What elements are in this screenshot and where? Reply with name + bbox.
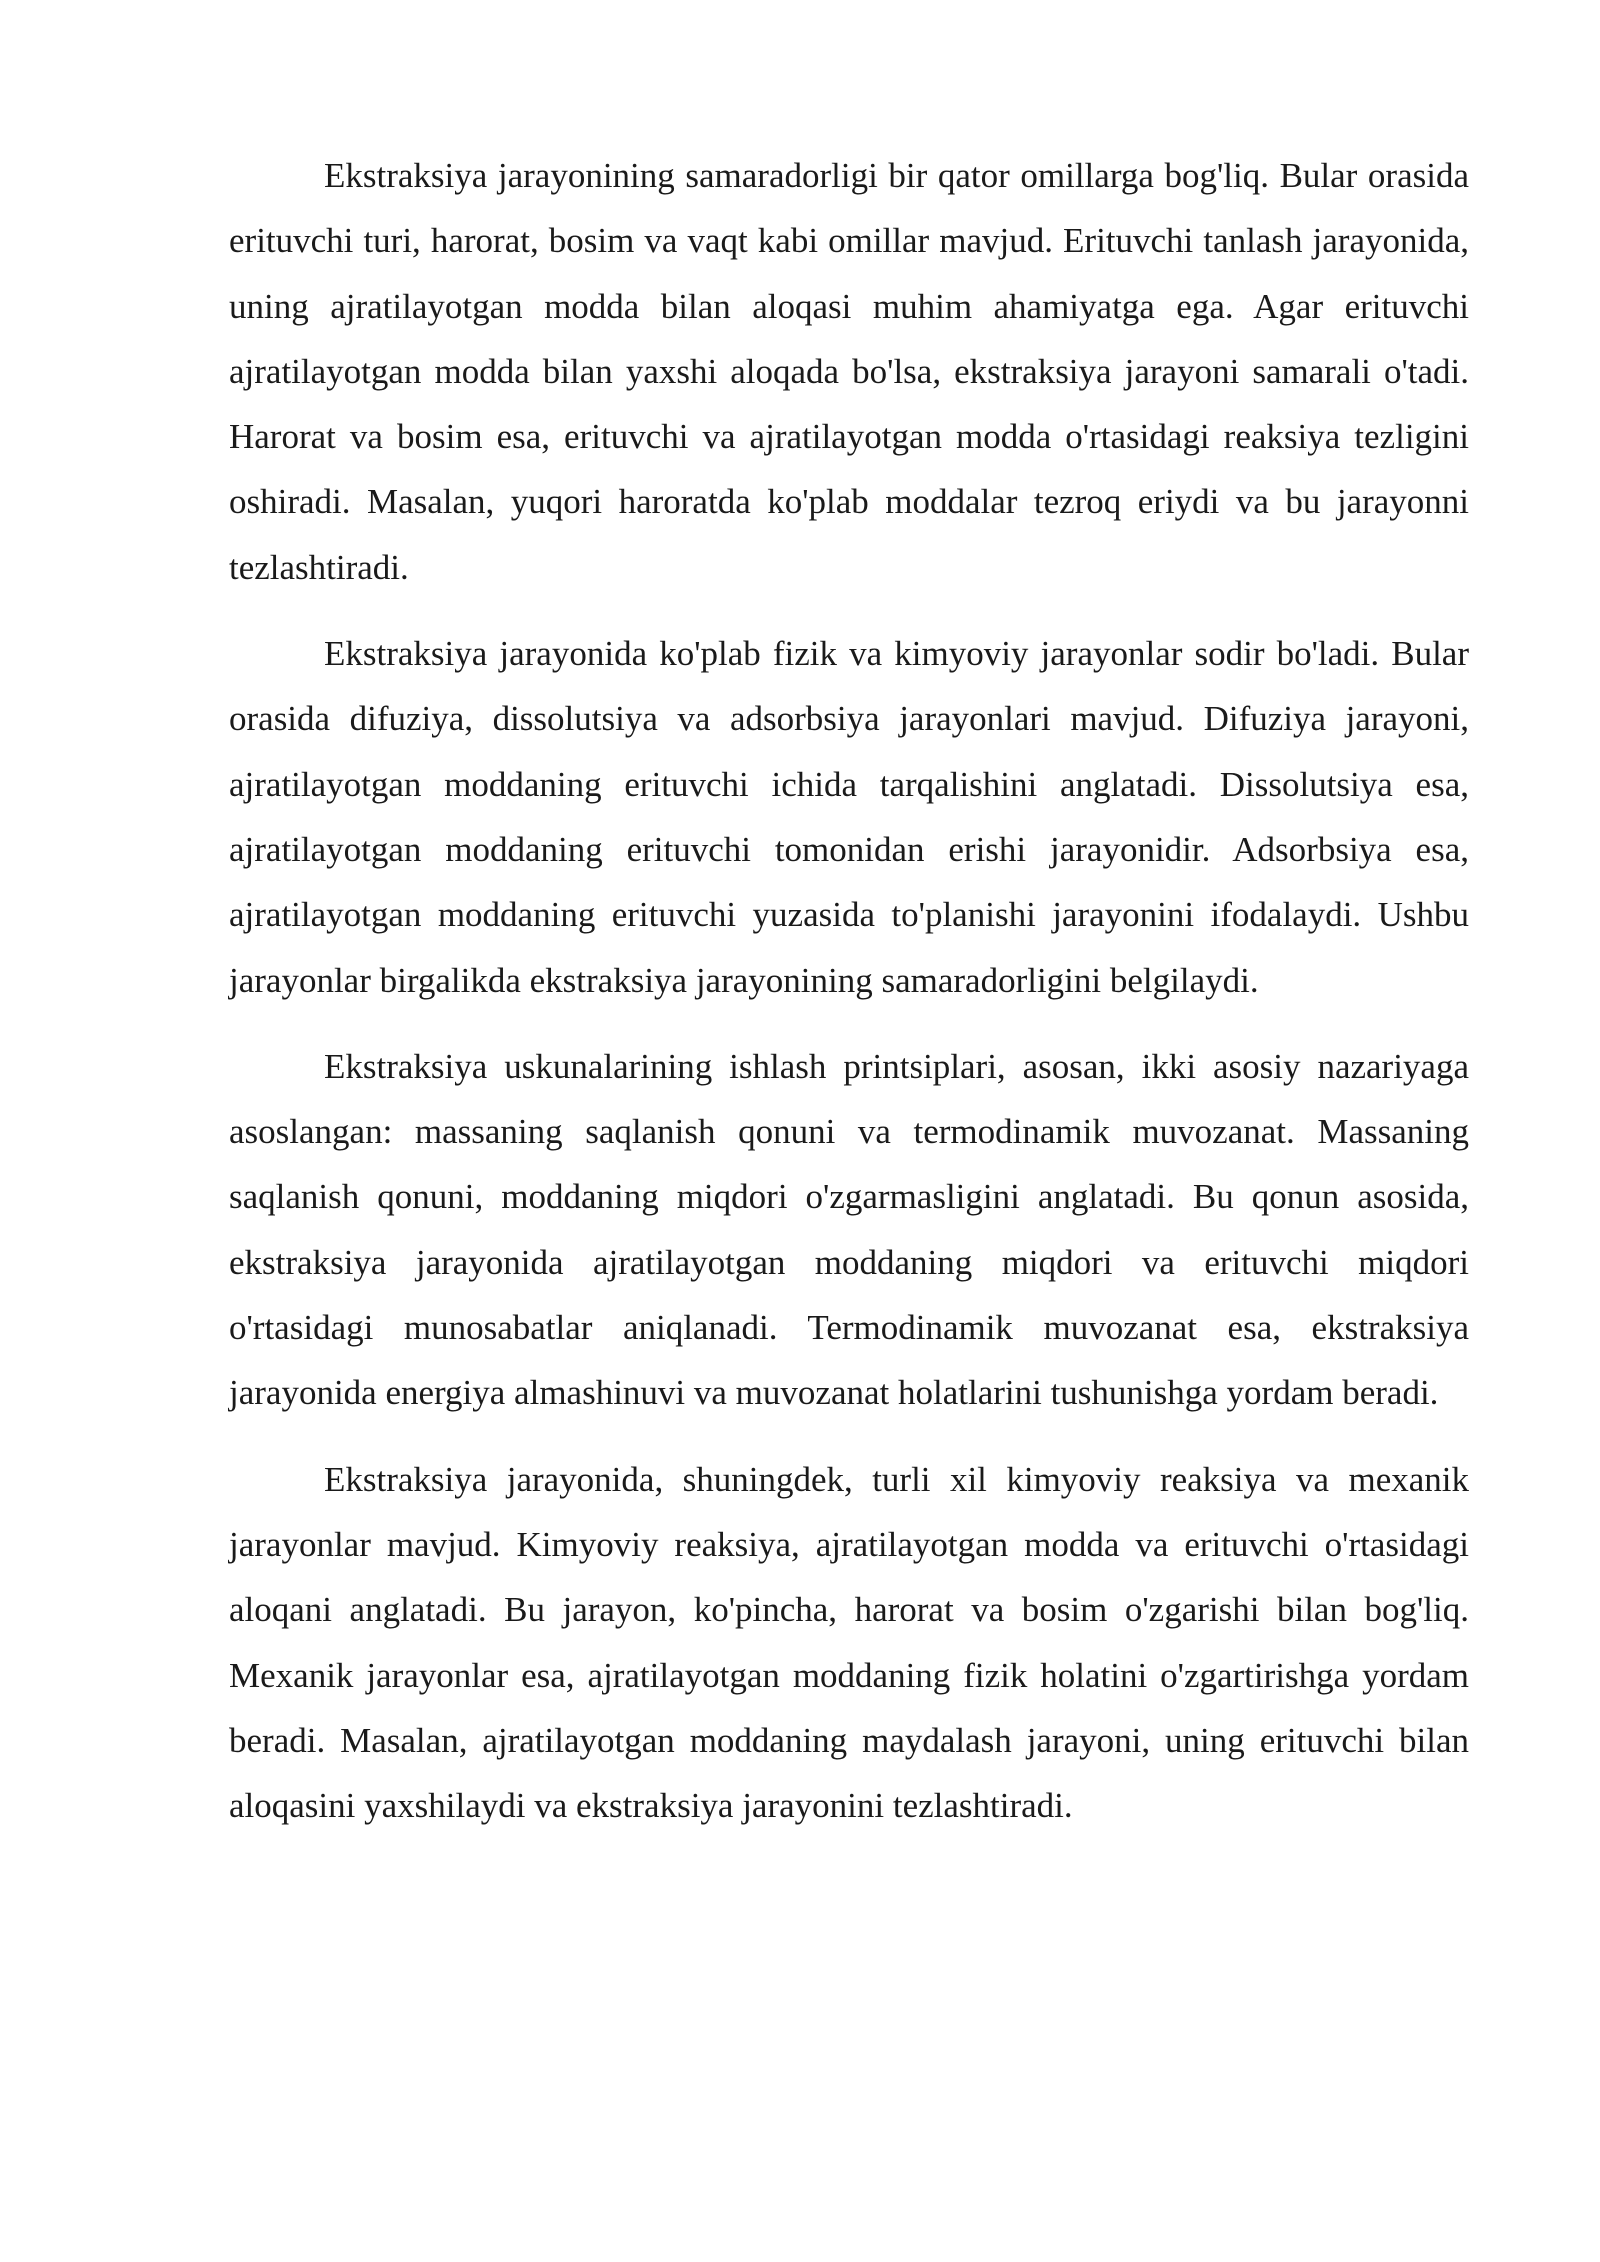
paragraph-1: Ekstraksiya jarayonining samaradorligi bir qator omillarga bog'liq. Bular orasida erituvchi turi, harorat, bosim va vaqt kabi omillar mavjud. Erituvchi tanlash jarayonida, uning ajratilayotgan modda bilan aloqasi muhim ahamiyatga ega. Agar erituvchi ajratilayotgan modda bilan yaxshi aloqada bo'lsa, ekstraksiya jarayoni samarali o'tadi. Harorat va bosim esa, erituvchi va ajratilayotgan modda o'rtasidagi reaksiya tezligini oshiradi. Masalan, yuqori haroratda ko'plab moddalar tezroq eriydi va bu jarayonni tezlashtiradi. (229, 156, 1469, 587)
paragraph-4: Ekstraksiya jarayonida, shuningdek, turli xil kimyoviy reaksiya va mexanik jarayonlar mavjud. Kimyoviy reaksiya, ajratilayotgan modda va erituvchi o'rtasidagi aloqani anglatadi. Bu jarayon, ko'pincha, harorat va bosim o'zgarishi bilan bog'liq. Mexanik jarayonlar esa, ajratilayotgan moddaning fizik holatini o'zgartirishga yordam beradi. Masalan, ajratilayotgan moddaning maydalash jarayoni, uning erituvchi bilan aloqasini yaxshilaydi va ekstraksiya jarayonini tezlashtiradi. (229, 1459, 1469, 1826)
paragraph-2: Ekstraksiya jarayonida ko'plab fizik va kimyoviy jarayonlar sodir bo'ladi. Bular orasida difuziya, dissolutsiya va adsorbsiya jarayonlari mavjud. Difuziya jarayoni, ajratilayotgan moddaning erituvchi ichida tarqalishini anglatadi. Dissolutsiya esa, ajratilayotgan moddaning erituvchi tomonidan erishi jarayonidir. Adsorbsiya esa, ajratilayotgan moddaning erituvchi yuzasida to'planishi jarayonini ifodalaydi. Ushbu jarayonlar birgalikda ekstraksiya jarayonining samaradorligini belgilaydi. (229, 634, 1469, 1000)
body-text (229, 143, 1469, 1859)
paragraph-3: Ekstraksiya uskunalarining ishlash printsiplari, asosan, ikki asosiy nazariyaga asoslangan: massaning saqlanish qonuni va termodinamik muvozanat. Massaning saqlanish qonuni, moddaning miqdori o'zgarmasligini anglatadi. Bu qonun asosida, ekstraksiya jarayonida ajratilayotgan moddaning miqdori va erituvchi miqdori o'rtasidagi munosabatlar aniqlanadi. Termodinamik muvozanat esa, ekstraksiya jarayonida energiya almashinuvi va muvozanat holatlarini tushunishga yordam beradi. (229, 1046, 1469, 1413)
